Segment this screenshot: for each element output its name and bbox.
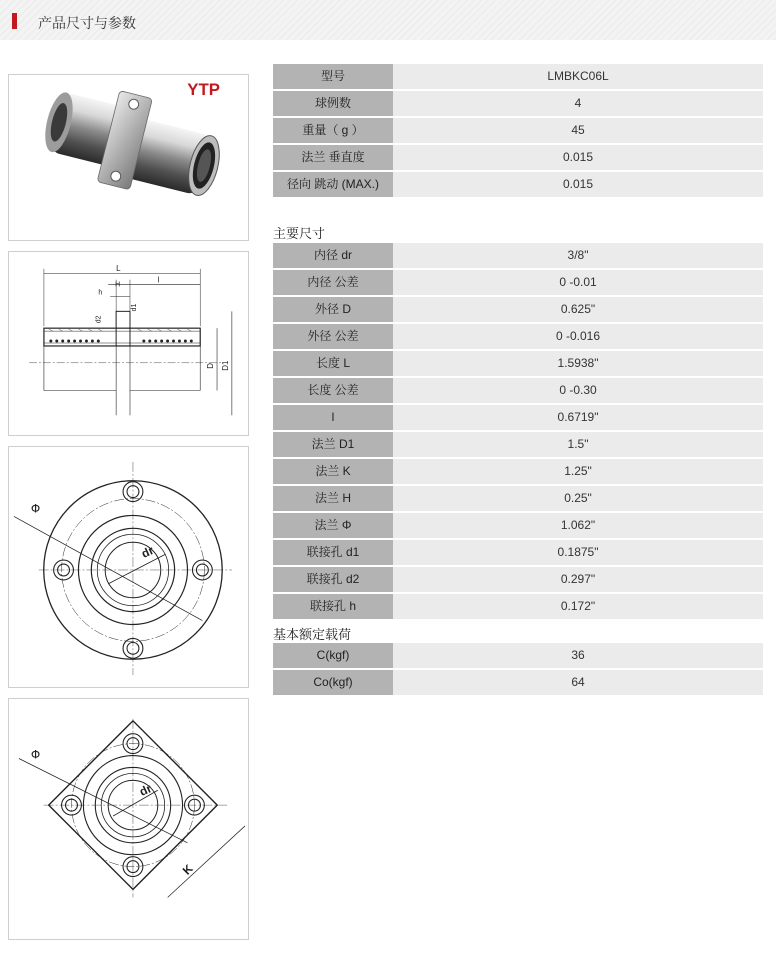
param-name: l xyxy=(273,405,393,430)
svg-text:d1: d1 xyxy=(130,303,138,312)
table-row xyxy=(273,91,763,116)
param-name: 法兰 D1 xyxy=(273,432,393,457)
param-value: 3/8" xyxy=(393,243,763,268)
param-value: 1.25" xyxy=(393,459,763,484)
svg-text:D: D xyxy=(206,363,216,369)
param-name: 长度 公差 xyxy=(273,378,393,403)
param-value: 0.25" xyxy=(393,486,763,511)
param-name: 联接孔 d1 xyxy=(273,540,393,565)
param-name: 型号 xyxy=(273,64,393,89)
table-row xyxy=(273,118,763,143)
svg-text:Φ: Φ xyxy=(30,747,41,762)
svg-text:d2: d2 xyxy=(95,315,103,324)
svg-text:K: K xyxy=(179,861,196,878)
table-row xyxy=(273,567,763,592)
svg-text:H: H xyxy=(115,281,121,289)
table-row xyxy=(273,324,763,349)
param-value: 0 -0.016 xyxy=(393,324,763,349)
load-title: 基本额定载荷 xyxy=(273,627,352,642)
product-photo xyxy=(8,74,249,241)
table-row xyxy=(273,486,763,511)
header-accent-bar xyxy=(12,13,17,29)
param-name: 外径 公差 xyxy=(273,324,393,349)
table-row xyxy=(273,378,763,403)
round-flange-drawing xyxy=(8,446,249,688)
table-row xyxy=(273,670,763,695)
param-value: 45 xyxy=(393,118,763,143)
main-dims-title: 主要尺寸 xyxy=(273,226,326,241)
table-row xyxy=(273,297,763,322)
param-value: 0.015 xyxy=(393,145,763,170)
table-row xyxy=(273,594,763,619)
param-value: LMBKC06L xyxy=(393,64,763,89)
param-name: 径向 跳动 (MAX.) xyxy=(273,172,393,197)
param-value: 4 xyxy=(393,91,763,116)
table-row xyxy=(273,64,763,89)
table-row xyxy=(273,243,763,268)
table-row xyxy=(273,172,763,197)
param-name: 法兰 Φ xyxy=(273,513,393,538)
param-name: 法兰 垂直度 xyxy=(273,145,393,170)
table-row xyxy=(273,351,763,376)
section-header xyxy=(0,0,776,40)
param-name: 法兰 K xyxy=(273,459,393,484)
param-value: 0.297" xyxy=(393,567,763,592)
param-value: 1.5" xyxy=(393,432,763,457)
param-value: 0.625" xyxy=(393,297,763,322)
table-row xyxy=(273,270,763,295)
table-row xyxy=(273,432,763,457)
side-section-drawing xyxy=(8,251,249,436)
param-name: 法兰 H xyxy=(273,486,393,511)
brand-logo: YTP xyxy=(187,79,220,99)
param-value: 1.5938" xyxy=(393,351,763,376)
svg-text:D1: D1 xyxy=(220,360,230,371)
param-name: 球例数 xyxy=(273,91,393,116)
svg-text:l: l xyxy=(157,275,160,285)
param-name: C(kgf) xyxy=(273,643,393,668)
table-row xyxy=(273,459,763,484)
param-value: 0.1875" xyxy=(393,540,763,565)
table-row xyxy=(273,513,763,538)
section-title: 产品尺寸与参数 xyxy=(38,15,136,31)
param-name: Co(kgf) xyxy=(273,670,393,695)
param-name: 联接孔 d2 xyxy=(273,567,393,592)
table-row xyxy=(273,145,763,170)
param-value: 0 -0.01 xyxy=(393,270,763,295)
param-name: 长度 L xyxy=(273,351,393,376)
param-value: 0.172" xyxy=(393,594,763,619)
table-row xyxy=(273,540,763,565)
param-value: 1.062" xyxy=(393,513,763,538)
param-name: 联接孔 h xyxy=(273,594,393,619)
param-name: 内径 dr xyxy=(273,243,393,268)
param-name: 内径 公差 xyxy=(273,270,393,295)
param-value: 64 xyxy=(393,670,763,695)
param-value: 0.6719" xyxy=(393,405,763,430)
dim-label-phi: Φ xyxy=(30,501,41,516)
param-value: 0.015 xyxy=(393,172,763,197)
table-row xyxy=(273,405,763,430)
param-value: 0 -0.30 xyxy=(393,378,763,403)
table-row xyxy=(273,643,763,668)
param-value: 36 xyxy=(393,643,763,668)
svg-text:dr: dr xyxy=(139,543,156,561)
bearing-photo-illustration xyxy=(9,75,248,240)
param-name: 重量（ g ） xyxy=(273,118,393,143)
param-name: 外径 D xyxy=(273,297,393,322)
svg-text:h: h xyxy=(98,289,103,297)
svg-text:dr: dr xyxy=(137,781,154,799)
dim-label-L: L xyxy=(116,263,121,273)
square-flange-drawing xyxy=(8,698,249,940)
